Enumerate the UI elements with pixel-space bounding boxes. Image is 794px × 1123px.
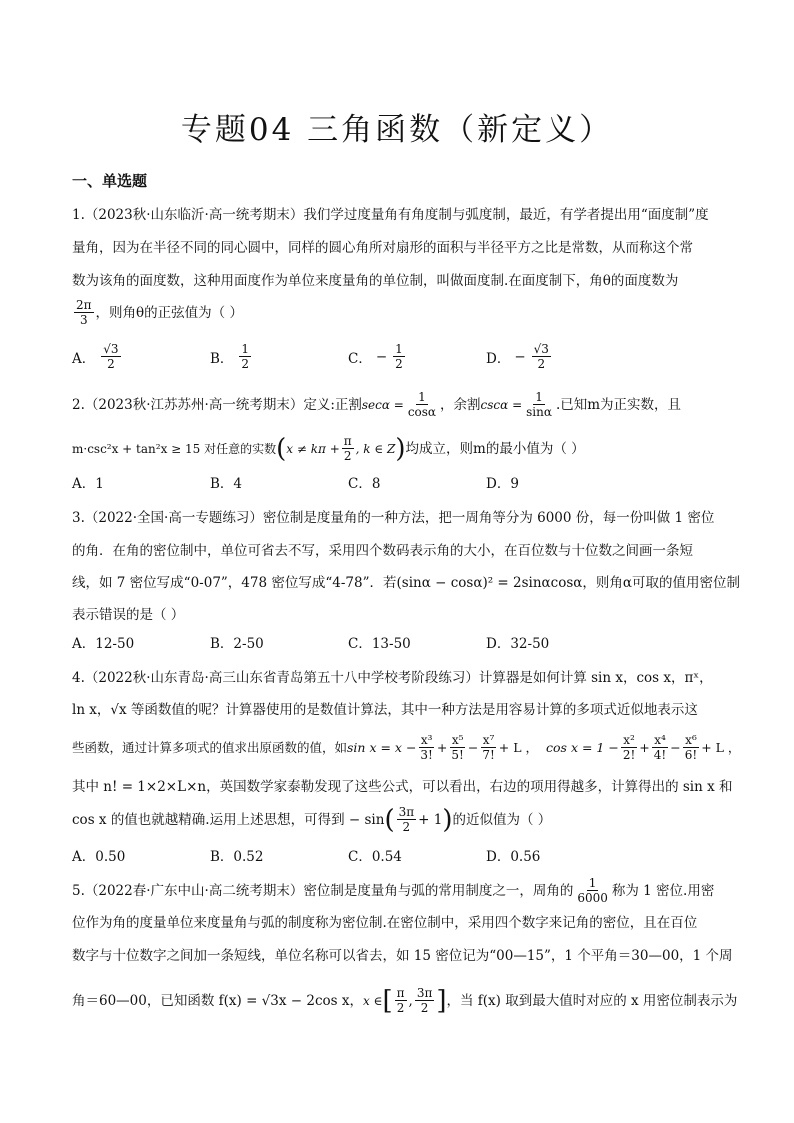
q1-option-b[interactable]: B． $\frac{1}{2}$ bbox=[210, 342, 250, 371]
q1-options bbox=[72, 342, 722, 371]
q3-option-d[interactable]: D．32-50 bbox=[486, 636, 550, 652]
q4-line-3: 些函数，通过计算多项式的值求出原函数的值，如 sin x = x − $\frac{\text{x³}}{3!}$ + $\frac{\text{x⁵}}{5!}$ − $\frac{\text{x⁷}}{7!}$ + L ， cos x = 1 − $\frac{\text{x²}}{2!}$ + $\frac{\text{x⁴}}{4!}$ − $\frac{\text{x⁶}}{6!}$ + L ， bbox=[72, 733, 741, 762]
page-title: 专题04 三角函数（新定义） bbox=[180, 112, 614, 148]
q1-line-3: 数为该角的面度数，这种用面度作为单位来度量角的单位制，叫做面度制.在面度制下，角θ的面度数为 bbox=[72, 273, 679, 289]
q1-line-4: $\frac{2\pi}{3}$ ，则角θ的正弦值为（ ） bbox=[76, 298, 243, 327]
q3-option-c[interactable]: C．13-50 bbox=[348, 636, 411, 652]
q2-line-2: m·csc²x + tan²x ≥ 15 对任意的实数 ( x ≠ kπ + $\frac{\pi}{2}$ , k ∈ Z ) 均成立，则m的最小值为（ ） bbox=[72, 433, 585, 464]
q1-line-1: 1.（2023秋·山东临沂·高一统考期末）我们学过度量角有角度制与弧度制，最近，有学者提出用“面度制”度 bbox=[72, 207, 709, 223]
q1-option-c[interactable]: C． − $\frac{1}{2}$ bbox=[348, 342, 403, 371]
q3-line-1: 3.（2022·全国·高一专题练习）密位制是度量角的一种方法，把一周角等分为 6000 份，每一份叫做 1 密位 bbox=[72, 510, 715, 526]
q2-option-c[interactable]: C．8 bbox=[348, 476, 381, 492]
q3-line-2: 的角．在角的密位制中，单位可省去不写，采用四个数码表示角的大小，在百位数与十位数之间画一条短 bbox=[72, 543, 693, 559]
q1-option-d[interactable]: D． − $\frac{√3}{2}$ bbox=[486, 342, 549, 371]
section-heading: 一、单选题 bbox=[72, 172, 148, 190]
q4-line-4: 其中 n! = 1×2×L×n，英国数学家泰勒发现了这些公式，可以看出，右边的项用得越多，计算得出的 sin x 和 bbox=[72, 779, 733, 795]
q4-option-b[interactable]: B．0.52 bbox=[210, 849, 264, 865]
q2-sec-fraction: $\frac{1}{\cos\alpha}$ bbox=[407, 390, 437, 419]
q4-options bbox=[72, 845, 722, 865]
q3-options bbox=[72, 632, 722, 652]
q5-line-4: 角＝60—00，已知函数 f(x) = √3x − 2cos x， x ∈ [ $\frac{\pi}{2}$ , $\frac{3\pi}{2}$ ] ，当 f(x) 取到最大值时对应的 x 用密位制表示为 bbox=[72, 985, 738, 1016]
q5-line-1: 5.（2022春·广东中山·高二统考期末）密位制是度量角与弧的常用制度之一，周角的 $\frac{1}{6000}$ 称为 1 密位.用密 bbox=[72, 876, 715, 905]
q1-line-2: 量角，因为在半径不同的同心圆中，同样的圆心角所对扇形的面积与半径平方之比是常数，从而称这个常 bbox=[72, 240, 693, 256]
q2-line-1: 2.（2023秋·江苏苏州·高一统考期末）定义:正割 secα = $\frac{1}{\cos\alpha}$ ，余割 cscα = $\frac{1}{\sin\alpha}$ .已知m为正实数，且 bbox=[72, 390, 682, 419]
q4-line-2: ln x，√x 等函数值的呢？计算器使用的是数值计算法，其中一种方法是用容易计算的多项式近似地表示这 bbox=[72, 702, 698, 718]
q4-option-c[interactable]: C．0.54 bbox=[348, 849, 402, 865]
q2-option-a[interactable]: A．1 bbox=[72, 476, 104, 492]
q4-option-a[interactable]: A．0.50 bbox=[72, 849, 126, 865]
q3-option-b[interactable]: B．2-50 bbox=[210, 636, 264, 652]
q2-options bbox=[72, 472, 722, 492]
q1-option-a[interactable]: A． $\frac{√3}{2}$ bbox=[72, 342, 119, 371]
q1-fraction: $\frac{2\pi}{3}$ bbox=[76, 298, 92, 327]
q2-option-d[interactable]: D．9 bbox=[486, 476, 519, 492]
q4-option-d[interactable]: D．0.56 bbox=[486, 849, 541, 865]
q5-line-3: 数字与十位数字之间加一条短线，单位名称可以省去，如 15 密位记为“00—15”，1 个平角＝30—00，1 个周 bbox=[72, 948, 733, 964]
q5-line-2: 位作为角的度量单位来度量角与弧的制度称为密位制.在密位制中，采用四个数字来记角的密位，且在百位 bbox=[72, 915, 698, 931]
q2-csc-fraction: $\frac{1}{\sin\alpha}$ bbox=[526, 390, 552, 419]
q2-option-b[interactable]: B．4 bbox=[210, 476, 243, 492]
q4-line-5: cos x 的值也就越精确.运用上述思想，可得到 − sin ( $\frac{3\pi}{2}$ + 1 ) 的近似值为（ ） bbox=[72, 804, 552, 835]
q4-line-1: 4.（2022秋·山东青岛·高三山东省青岛第五十八中学校考阶段练习）计算器是如何计算 sin x，cos x，πˣ， bbox=[72, 670, 713, 686]
q3-line-4: 表示错误的是（ ） bbox=[72, 607, 185, 623]
q3-option-a[interactable]: A．12-50 bbox=[72, 636, 135, 652]
q3-line-3: 线，如 7 密位写成“0-07”，478 密位写成“4-78”．若(sinα − cosα)² = 2sinαcosα，则角α可取的值用密位制 bbox=[72, 575, 741, 591]
